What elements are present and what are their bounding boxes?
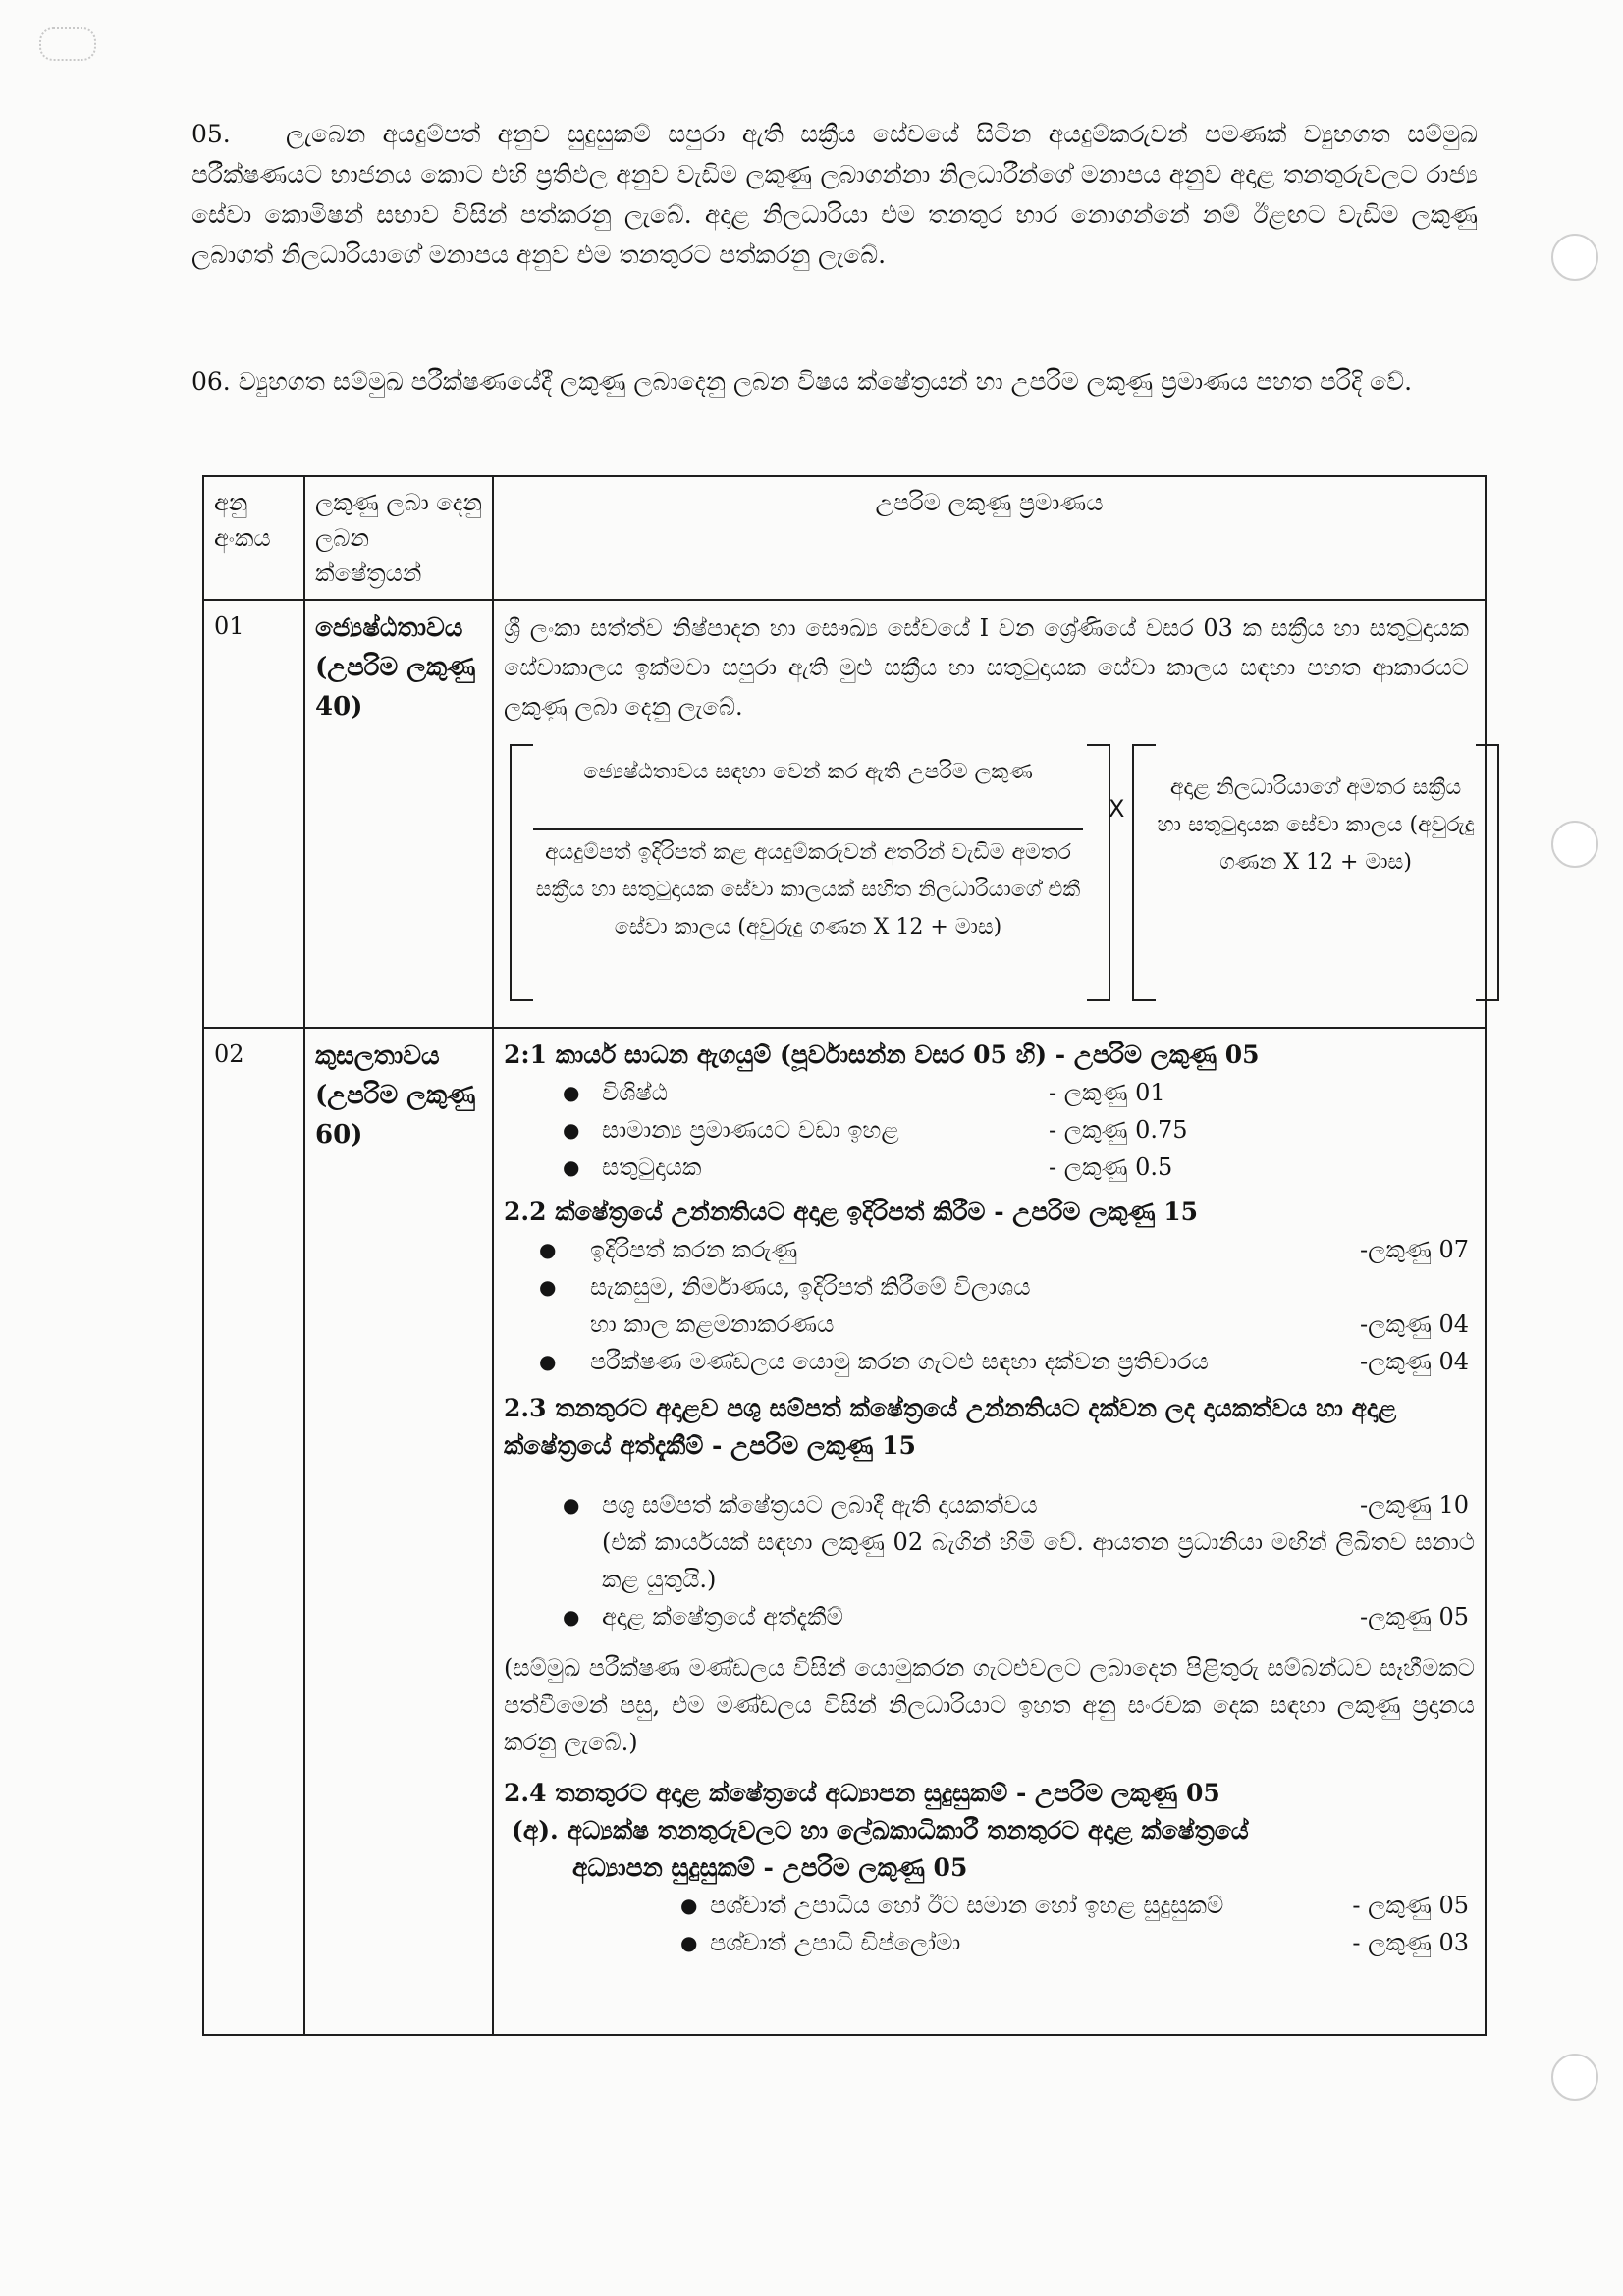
punch-hole-bottom [1551,2054,1598,2101]
formula-fraction-line [533,828,1083,830]
formula-numerator: ජ්‍යෙෂ්ඨතාවය සඳහා වෙන් කර ඇති උපරිම ලකුණ [583,760,1033,784]
list-item: ● සාමාන්‍ය ප්‍රමාණයට වඩා ඉහළ - ලකුණු 0.75 [504,1111,1475,1148]
section-2-1-title: 2:1 කාර්ය සාධන ඇගයුම් (පූර්වාසන්න වසර 05 හි) - උපරිම ලකුණු 05 [504,1041,1260,1069]
list-item: ● අදාළ ක්ෂේත්‍රයේ අත්දැකීම් -ලකුණු 05 [504,1598,1475,1635]
header-max-marks: උපරිම ලකුණු ප්‍රමාණය [493,476,1486,600]
bullet-icon: ● [563,1081,580,1104]
table-row-merit [203,1028,1486,2035]
paragraph-05-number: 05. [191,120,231,148]
bullet-icon: ● [680,1894,698,1917]
section-2-4-sub-a: (අ). අධ්‍යක්ෂ තනතුරුවලට හා ලේඛකාධිකාරී තනතුරට අදාළ ක්ෂේත්‍රයේ [512,1816,1249,1844]
list-item: ● සතුටුදායක - ලකුණු 0.5 [504,1148,1475,1186]
bullet-icon: ● [539,1350,557,1373]
punch-hole-top [1551,234,1598,281]
scan-corner-mark [39,27,96,61]
section-2-2-title: 2.2 ක්ෂේත්‍රයේ උන්නතියට අදාළ ඉදිරිපත් කිරීම - උපරිම ලකුණු 15 [504,1198,1199,1226]
formula-left-bracket-2 [1132,744,1156,1001]
row2-field: කුසලතාවය (උපරිම ලකුණු 60) [304,1028,493,2035]
paragraph-05-text: ලැබෙන අයදුම්පත් අනුව සුදුසුකම් සපුරා ඇති සක්‍රීය සේවයේ සිටින අයදුම්කරුවන් පමණක් ව්‍යුහගත සම්මුඛ පරීක්ෂණයට භාජනය කොට එහි ප්‍රතිඵල අනුව වැඩිම ලකුණු ලබාගන්නා නිලධාරීන්ගේ මනාපය අනුව අදාළ තනතුරුවලට රාජ්‍ය සේවා කොමිෂන් සභාව විසින් පත්කරනු ලැබේ. අදාළ නිලධාරියා එම තනතුර භාර නොගන්නේ නම් ඊළඟට වැඩිම ලකුණු ලබාගත් නිලධාරියාගේ මනාපය අනුව එම තනතුරට පත්කරනු ලැබේ. [191,120,1478,269]
formula-officer-service: අදාළ නිලධාරියාගේ අමතර සක්‍රීය හා සතුටුදායක සේවා කාලය (අවුරුදු ගණන X 12 + මාස) [1157,775,1475,875]
row1-number: 01 [203,600,304,1028]
seniority-intro: ශ්‍රී ලංකා සත්ත්ව නිෂ්පාදන හා සෞඛ්‍ය සේවයේ I වන ශ්‍රේණියේ වසර 03 ක සක්‍රීය හා සතුටුදායක සේවාකාලය ඉක්මවා සපුරා ඇති මුළු සක්‍රීය හා සතුටුදායක සේවා කාලය සඳහා පහත ආකාරයට ලකුණු ලබා දෙනු ලැබේ. [504,614,1469,721]
header-serial: අනු අංකය [203,476,304,600]
list-item: ● විශිෂ්ඨ - ලකුණු 01 [504,1074,1475,1111]
row2-number: 02 [203,1028,304,2035]
list-item: ● පශු සම්පත් ක්ෂේත්‍රයට ලබාදී ඇති දායකත්වය -ලකුණු 10 [504,1486,1475,1523]
list-item: ● පරීක්ෂණ මණ්ඩලය යොමු කරන ගැටළු සඳහා දක්වන ප්‍රතිචාරය -ලකුණු 04 [504,1343,1475,1380]
section-2-3-title: 2.3 තනතුරට අදාළව පශු සම්පත් ක්ෂේත්‍රයේ උන්නතියට දක්වන ලද දායකත්වය හා අදාළ ක්ෂේත්‍රයේ අත්දැකීම් - උපරිම ලකුණු 15 [504,1394,1397,1460]
paragraph-06: 06. ව්‍යුහගත සම්මුඛ පරීක්ෂණයේදී ලකුණු ලබාදෙනු ලබන විෂය ක්ෂේත්‍රයන් හා උපරිම ලකුණු ප්‍රමාණය පහත පරිදි වේ. [191,367,1413,396]
bullet-icon: ● [563,1605,580,1629]
table-row-seniority [203,600,1486,1028]
list-item-continuation: හා කාල කළමනාකරණය -ලකුණු 04 [590,1310,1469,1338]
seniority-formula [504,744,1475,1009]
formula-right-bracket-2 [1476,744,1499,1001]
list-item: ● ඉදිරිපත් කරන කරුණු -ලකුණු 07 [504,1231,1475,1268]
list-item: ● සැකසුම, නිර්මාණය, ඉදිරිපත් කිරීමේ විලාශය [504,1268,1475,1306]
section-2-4-title: 2.4 තනතුරට අදාළ ක්ෂේත්‍රයේ අධ්‍යාපන සුදුසුකම් - උපරිම ලකුණු 05 [504,1779,1220,1807]
table-header-row [203,476,1486,600]
bullet-icon: ● [563,1493,580,1517]
header-field: ලකුණු ලබා දෙනු ලබන ක්ෂේත්‍රයන් [304,476,493,600]
punch-hole-middle [1551,821,1598,868]
panel-note: (සම්මුඛ පරීක්ෂණ මණ්ඩලය විසින් යොමුකරන ගැටළුවලට ලබාදෙන පිළිතුරු සම්බන්ධව සෑහීමකට පත්වීමෙන් පසු, එම මණ්ඩලය විසින් නිලධාරියාට ඉහත අනු සංරචක දෙක සඳහා ලකුණු ප්‍රදානය කරනු ලැබේ.) [504,1654,1475,1756]
formula-left-bracket [510,744,533,1001]
row1-field: ජ්‍යෙෂ්ඨතාවය (උපරිම ලකුණු 40) [304,600,493,1028]
bullet-icon: ● [539,1275,557,1299]
list-item: ● පශ්චාත් උපාධිය හෝ ඊට සමාන හෝ ඉහළ සුදුසුකම් - ලකුණු 05 [504,1887,1475,1924]
bullet-icon: ● [563,1118,580,1142]
row1-details [493,600,1486,1028]
formula-right-bracket [1087,744,1110,1001]
paragraph-05 [191,114,1478,275]
formula-denominator: අයදුම්පත් ඉදිරිපත් කළ අයදුම්කරුවන් අතරින් වැඩිම අමතර සක්‍රීය හා සතුටුදායක සේවා කාලයක් සහිත නිලධාරියාගේ එකී සේවා කාලය (අවුරුදු ගණන X 12 + මාස) [535,840,1081,939]
bullet-icon: ● [539,1238,557,1261]
bullet-icon: ● [680,1931,698,1954]
section-2-4-sub-a-line2: අධ්‍යාපන සුදුසුකම් - උපරිම ලකුණු 05 [572,1853,968,1882]
formula-multiply-sign: X [1109,795,1125,823]
row2-details [493,1028,1486,2035]
contribution-note: (එක් කාර්යයක් සඳහා ලකුණු 02 බැගින් හිමි වේ. ආයතන ප්‍රධානියා මඟින් ලිඛිතව සනාථ කළ යුතුයි.) [602,1528,1475,1593]
marks-table [202,475,1487,2036]
bullet-icon: ● [563,1155,580,1179]
list-item: ● පශ්චාත් උපාධි ඩිප්ලෝමා - ලකුණු 03 [504,1924,1475,1961]
